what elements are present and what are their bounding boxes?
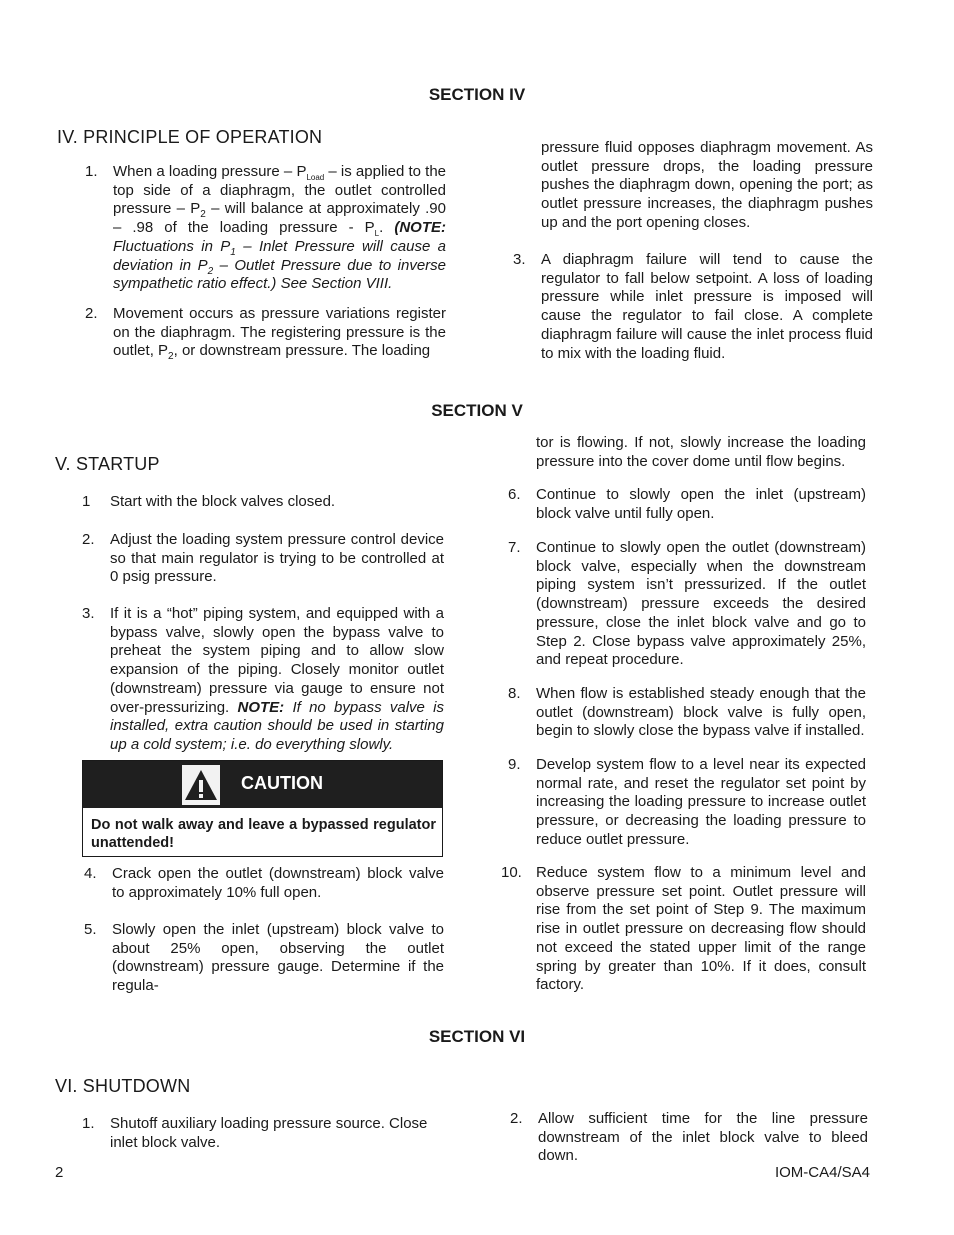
caution-text: Do not walk away and leave a bypassed regulator unattended!: [91, 817, 436, 851]
item-number: 6.: [508, 486, 521, 503]
item-text: Allow sufficient time for the line pressure downstream of the inlet block valve to bleed down.: [538, 1110, 868, 1165]
startup-title: V. STARTUP: [55, 454, 160, 474]
item-text: Movement occurs as pressure variations register on the diaphragm. The registering pressure is the outlet, $P_2$, or downstream pressure. The loading: [113, 305, 446, 363]
page-number: 2: [55, 1164, 64, 1181]
item-number: 1.: [82, 1115, 95, 1132]
item-number: 2.: [82, 531, 95, 548]
item-number: 4.: [84, 865, 97, 882]
item-text: Reduce system flow to a minimum level and observe pressure set point. Outlet pressure will rise from the set point of Step 9. The maximum rise in outlet pressure on decreasing flow should not exceed the stated upper limit of the range spring by greater than 10%. If it does, consult factory.: [536, 864, 866, 994]
warning-icon: [182, 765, 220, 805]
item-text: Develop system flow to a level near its expected normal rate, and reset the regulator set point by increasing the loading pressure to increase outlet pressure, or decreasing the loading pressure to reduce outlet pressure.: [536, 756, 866, 848]
caution-header: [83, 761, 442, 808]
section-iv-heading: SECTION IV: [428, 85, 526, 104]
item-number: 5.: [84, 921, 97, 938]
principle-of-operation-title: IV. PRINCIPLE OF OPERATION: [57, 127, 323, 147]
document-id: IOM-CA4/SA4: [774, 1164, 870, 1181]
item-text: Slowly open the inlet (upstream) block valve to about 25% open, observing the outlet (downstream) pressure gauge. Determine if the regula-: [112, 921, 444, 995]
item-number: 3.: [513, 251, 526, 268]
item-text: A diaphragm failure will tend to cause the regulator to fall below setpoint. A loss of loading pressure while inlet pressure is imposed will cause the regulator to fail close. A complete diaphragm failure will cause the inlet process fluid to mix with the loading fluid.: [541, 251, 873, 362]
item-number: 1.: [85, 163, 98, 180]
section-v-heading: SECTION V: [431, 401, 523, 420]
item-text: Shutoff auxiliary loading pressure source. Close inlet block valve.: [110, 1115, 428, 1151]
item-text: Adjust the loading system pressure control device so that main regulator is trying to be controlled at 0 psig pressure.: [110, 531, 444, 586]
item-number: 2.: [85, 305, 98, 322]
caution-title: CAUTION: [241, 773, 323, 793]
caution-box: [82, 760, 443, 857]
item-number: 3.: [82, 605, 95, 622]
item-number: 8.: [508, 685, 521, 702]
item-text: When a loading pressure – $P_{Load}$ – is applied to the top side of a diaphragm, the outlet controlled pressure – $P_2$ – will balance at approximately .90 – .98 of the loading pressure - $P_L$. (NOTE: Fluctuations in $P_1$ – Inlet Pressure will cause a deviation in $P_2$ – Outlet Pressure due to inverse sympathetic ratio effect.) See Section VIII.: [113, 163, 447, 293]
item-text: When flow is established steady enough that the outlet (downstream) block valve is fully open, begin to slowly close the bypass valve if installed.: [536, 685, 866, 740]
item-text: Start with the block valves closed.: [110, 493, 336, 510]
item-number: 2.: [510, 1110, 523, 1127]
item-text: Continue to slowly open the inlet (upstream) block valve until fully open.: [536, 486, 866, 522]
item-text: Crack open the outlet (downstream) block valve to approximately 10% full open.: [112, 865, 444, 901]
item-text: Continue to slowly open the outlet (downstream) block valve, especially when the downstream piping system isn’t pressurized. If the outlet (downstream) pressure exceeds the desired pressure, close the inlet block valve and go to Step 2. Close bypass valve approximately 25%, and repeat procedure.: [536, 539, 866, 669]
shutdown-title: VI. SHUTDOWN: [55, 1076, 191, 1096]
item-number: 9.: [508, 756, 521, 773]
item-number: 10.: [501, 864, 522, 881]
item-text: If it is a “hot” piping system, and equipped with a bypass valve, slowly open the bypass valve to preheat the system piping and to allow slow expansion of the piping. Closely monitor outlet (downstream) pressure via gauge to ensure not over-pressurizing. NOTE: If no bypass valve is installed, extra caution should be used in starting up a cold system; i.e. do everything slowly.: [110, 605, 444, 753]
item-number: 7.: [508, 539, 521, 556]
section-vi-heading: SECTION VI: [428, 1027, 526, 1046]
item-number: 1: [82, 493, 91, 510]
